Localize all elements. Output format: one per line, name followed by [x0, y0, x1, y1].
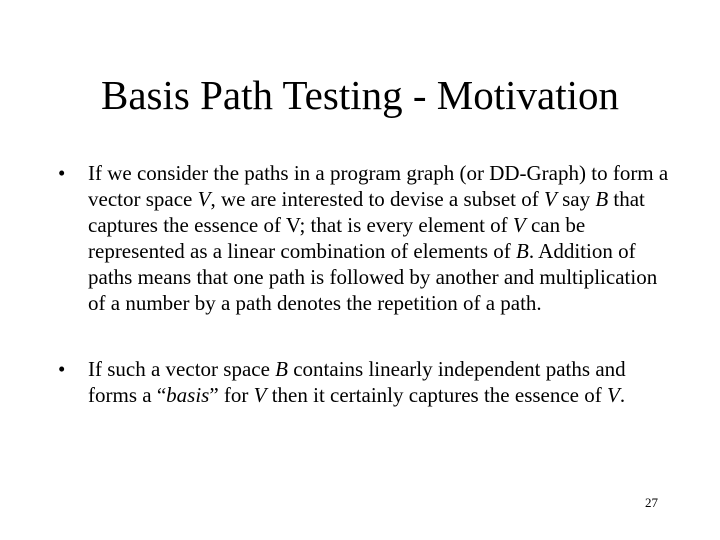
bullet-list	[58, 160, 678, 408]
bullet-item	[58, 356, 678, 408]
bullet-text-italic: V	[607, 383, 620, 407]
bullet-marker: •	[58, 161, 66, 185]
bullet-text-italic: V	[197, 187, 211, 211]
bullet-text: . Addition of paths means that one path is followed by another and multiplication of a number by a path denotes the repetition of a path.	[88, 239, 658, 315]
bullet-text: .	[619, 383, 626, 407]
bullet-text: can be represented as a linear combination of elements of	[88, 213, 586, 263]
bullet-text-italic: basis	[166, 383, 210, 407]
bullet-text-italic: B	[275, 357, 288, 381]
bullet-text: If we consider the paths in a program graph (or DD-Graph) to form a vector space	[88, 161, 669, 211]
slide-title: Basis Path Testing - Motivation	[101, 72, 619, 118]
bullet-text: contains linearly independent paths and forms a “	[88, 357, 626, 407]
bullet-item	[58, 160, 678, 316]
bullet-text-italic: V	[253, 383, 267, 407]
bullet-marker: •	[58, 357, 66, 381]
bullet-text: ” for	[209, 383, 254, 407]
bullet-text: then it certainly captures the essence of	[266, 383, 607, 407]
page-number: 27	[645, 495, 658, 510]
bullet-text: If such a vector space	[88, 357, 276, 381]
bullet-text: that captures the essence of V; that is every element of	[88, 187, 645, 237]
bullet-text-italic: B	[595, 187, 609, 211]
bullet-text-italic: B	[516, 239, 529, 263]
bullet-text: , we are interested to devise a subset of	[210, 187, 544, 211]
bullet-text-italic: V	[512, 213, 526, 237]
bullet-text: say	[556, 187, 596, 211]
bullet-text-italic: V	[544, 187, 557, 211]
